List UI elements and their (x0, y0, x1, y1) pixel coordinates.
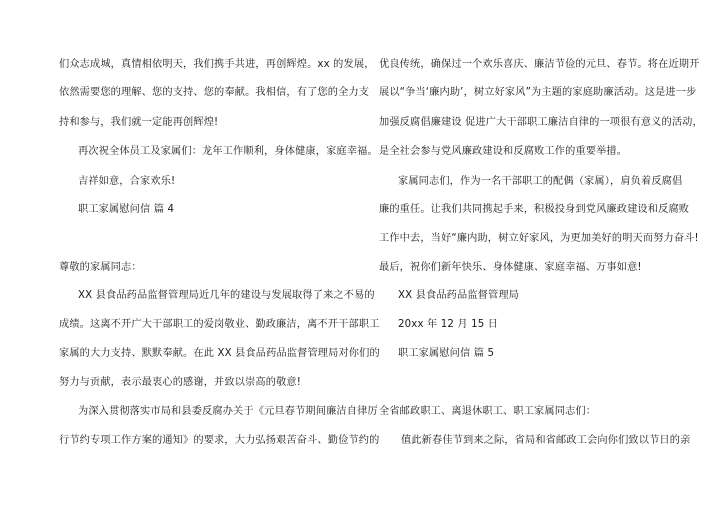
text-line: 行节约专项工作方案的通知》的要求，大力弘扬艰苦奋斗、勤俭节约的 (59, 435, 380, 446)
text-line: 优良传统，确保过一个欢乐喜庆、廉洁节俭的元旦、春节。将在近期开 (379, 59, 700, 70)
text-line: 持和参与，我们就一定能再创辉煌! (59, 117, 219, 128)
section-heading: 职工家属慰问信 篇 4 (78, 204, 175, 215)
salutation: 尊敬的家属同志： (59, 262, 142, 273)
section-heading: 职工家属慰问信 篇 5 (398, 348, 495, 359)
text-line: 廉的重任。让我们共同携起手来，积极投身到党风廉政建设和反腐败 (379, 204, 690, 215)
text-line: 家属同志们，作为一名干部职工的配偶（家属），肩负着反腐倡 (398, 176, 683, 187)
text-line: 展以“争当‘廉内助’，树立好家风”为主题的家庭助廉活动。这是进一步 (379, 87, 697, 98)
text-line: 工作中去，当好“廉内助，树立好家风，为更加美好的明天而努力奋斗! (379, 233, 699, 244)
signature-org: XX 县食品药品监督管理局 (398, 290, 520, 301)
text-line: 吉祥如意，合家欢乐! (78, 176, 176, 187)
text-line: 家属的大力支持、默默奉献。在此 XX 县食品药品监督管理局对你们的 (59, 348, 380, 359)
text-line: XX 县食品药品监督管理局近几年的建设与发展取得了来之不易的 (78, 290, 375, 301)
text-line: 依然需要您的理解、您的支持、您的奉献。我相信，有了您的全力支 (59, 87, 370, 98)
text-line: 加强反腐倡廉建设 促进广大干部职工廉洁自律的一项很有意义的活动， (379, 117, 703, 128)
text-line: 最后，祝你们新年快乐、身体健康、家庭幸福、万事如意! (379, 262, 642, 273)
text-line: 为深入贯彻落实市局和县委反腐办关于《元旦春节期间廉洁自律厉 (78, 406, 378, 417)
text-line: 们众志成城，真情相依明天，我们携手共进，再创辉煌。xx 的发展， (59, 59, 375, 70)
text-line: 再次祝全体员工及家属们：龙年工作顺利，身体健康，家庭幸福。 (78, 146, 378, 157)
text-line: 是全社会参与党风廉政建设和反腐败工作的重要举措。 (379, 146, 628, 157)
text-line: 努力与贡献，表示最衷心的感谢，并致以崇高的敬意! (59, 377, 301, 388)
text-line: 成绩。这离不开广大干部职工的爱岗敬业、勤政廉洁，离不开干部职工 (59, 319, 380, 330)
text-line: 值此新春佳节到来之际，省局和省邮政工会向你们致以节日的亲 (401, 435, 691, 446)
salutation: 全省邮政职工、离退休职工、职工家属同志们： (379, 406, 597, 417)
signature-date: 20xx 年 12 月 15 日 (398, 319, 499, 330)
